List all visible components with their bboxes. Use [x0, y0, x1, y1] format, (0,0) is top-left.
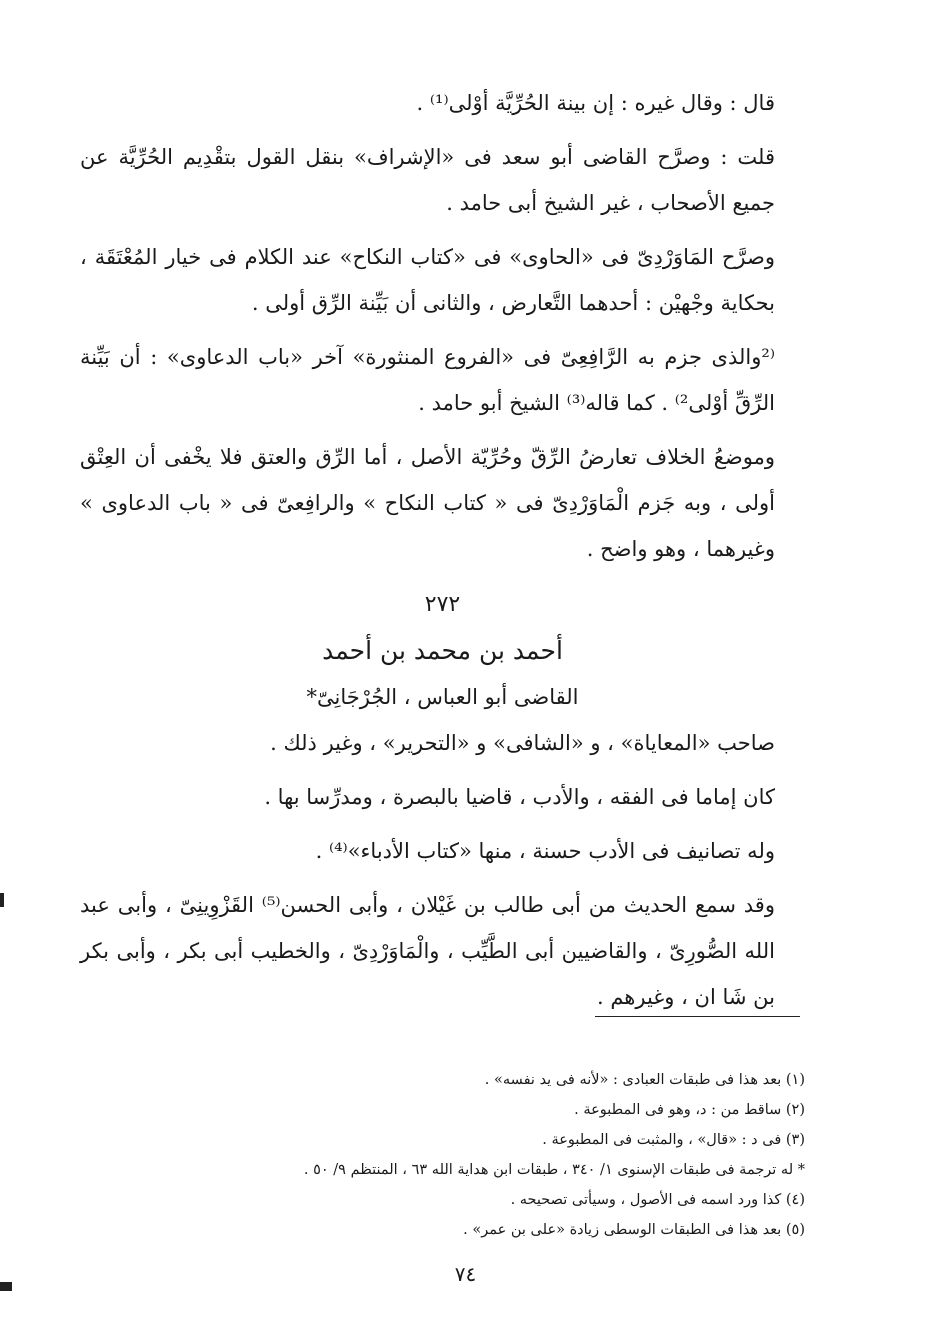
footnote-1: (١) بعد هذا فى طبقات العبادى : «لأنه فى يد نفسه» . — [484, 1072, 805, 1088]
footnote-5: (٥) بعد هذا فى الطبقات الوسطى زيادة «على بن عمر» . — [463, 1222, 805, 1238]
paragraph-3: وصرَّح المَاوَرْدِىّ فى «الحاوى» فى «كتاب النكاح» عند الكلام فى خيار المُعْتَقَة ، بحكاية وجْهيْن : أحدهما التَّعارض ، والثانى أن بَيِّنة الرِّق أولى . — [80, 245, 775, 315]
footnote-divider — [595, 1016, 800, 1017]
entry-line-2: كان إماما فى الفقه ، والأدب ، قاضيا بالبصرة ، ومدرِّسا بها . — [264, 785, 775, 809]
entry-line-4: وقد سمع الحديث من أبى طالب بن غَيْلان ، وأبى الحسن⁽⁵⁾ القَزْوِينِىّ ، وأبى عبد الله الصُّورِىّ ، والقاضيين أبى الطَّيِّب ، والْمَاوَرْدِىّ ، والخطيب أبى بكر ، وأبى بكر بن شَا ان ، وغيرهم . — [80, 893, 775, 1009]
entry-line-1: صاحب «المعاياة» ، و «الشافى» و «التحرير» ، وغير ذلك . — [270, 731, 775, 755]
paragraph-1: قال : وقال غيره : إن بينة الحُرِّيَّة أوْلى⁽¹⁾ . — [416, 91, 775, 115]
paragraph-4: ⁽²والذى جزم به الرَّافِعِىّ فى «الفروع المنثورة» آخر «باب الدعاوى» : أن بَيِّنة الرِّقِّ أوْلى²⁾ . كما قاله⁽³⁾ الشيخ أبو حامد . — [80, 345, 775, 415]
footnotes — [130, 1065, 805, 1245]
entry-line-3: وله تصانيف فى الأدب حسنة ، منها «كتاب الأدباء»⁽⁴⁾ . — [315, 839, 775, 863]
footnote-star: * له ترجمة فى طبقات الإسنوى ١/ ٣٤٠ ، طبقات ابن هداية الله ٦٣ ، المنتظم ٩/ ٥٠ . — [303, 1162, 805, 1178]
paragraph-2: قلت : وصرَّح القاضى أبو سعد فى «الإشراف» بنقل القول بتقْدِيم الحُرِّيَّة عن جميع الأصحاب ، غير الشيخ أبى حامد . — [80, 145, 775, 215]
scan-edge-mark — [0, 893, 4, 907]
entry-name: أحمد بن محمد بن أحمد — [322, 636, 563, 665]
scan-edge-mark — [0, 1282, 12, 1291]
entry-number: ٢٧٢ — [424, 592, 461, 617]
entry-subtitle: القاضى أبو العباس ، الجُرْجَانِىّ* — [306, 685, 579, 709]
paragraph-5: وموضعُ الخلاف تعارضُ الرِّقّ وحُرِّيّة الأصل ، أما الرِّق والعتق فلا يخْفى أن العِتْق أولى ، وبه جَزم الْمَاوَرْدِىّ فى « كتاب النكاح » والرافِعىّ فى « باب الدعاوى » وغيرهما ، وهو واضح . — [80, 445, 775, 561]
footnote-2: (٢) ساقط من : د، وهو فى المطبوعة . — [574, 1102, 805, 1118]
footnote-4: (٤) كذا ورد اسمه فى الأصول ، وسيأتى تصحيحه . — [510, 1192, 805, 1208]
main-text — [80, 80, 805, 1028]
page-number: ٧٤ — [454, 1262, 477, 1286]
footnote-3: (٣) فى د : «قال» ، والمثبت فى المطبوعة . — [542, 1132, 805, 1148]
